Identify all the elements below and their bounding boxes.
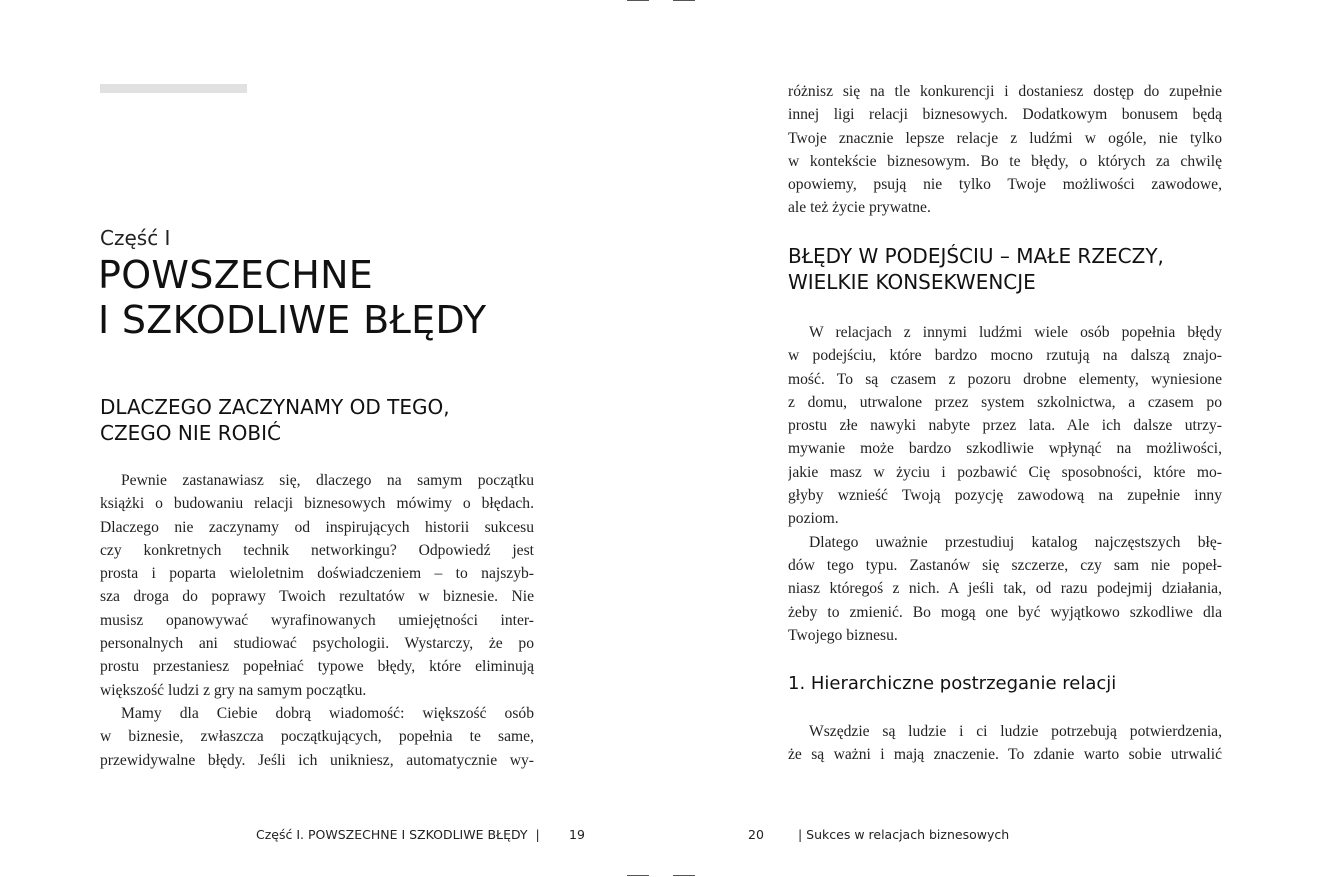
body-paragraph [788, 80, 1222, 220]
text-line: Twojego biznesu. [788, 626, 898, 644]
text-line: sza droga do poprawy Twoich rezultatów w biznesie. Nie [100, 588, 534, 606]
text-line: prostu złe nawyki nabyte przez lata. Ale ich dalsze utrzy- [788, 417, 1222, 435]
section-heading-line: WIELKIE KONSEKWENCJE [788, 270, 1036, 294]
text-line: w kontekście biznesowym. Bo te błędy, o których za chwilę [788, 152, 1222, 170]
running-head-text: Część I. POWSZECHNE I SZKODLIWE BŁĘDY [256, 827, 528, 842]
text-line: Pewnie zastanawiasz się, dlaczego na samym początku [121, 472, 534, 489]
text-line: innej ligi relacji biznesowych. Dodatkowym bonusem będą [788, 106, 1222, 124]
body-paragraph [788, 321, 1222, 647]
part-label: Część I [100, 226, 171, 250]
text-line: opowiemy, psują nie tylko Twoje możliwości zawodowe, [788, 176, 1222, 194]
page-number: 20 [748, 827, 764, 842]
text-line: z domu, utrwalone przez system szkolnictwa, a czasem po [788, 393, 1222, 411]
running-head: | Sukces w relacjach biznesowych [798, 827, 1010, 842]
page-number: 19 [569, 827, 585, 842]
text-line: żeby to zmienić. Bo mogą one być wyjątkowo szkodliwe dla [788, 603, 1222, 621]
right-page [660, 0, 1321, 877]
text-line: Mamy dla Ciebie dobrą wiadomość: większość osób [121, 704, 534, 722]
body-paragraph [100, 469, 534, 772]
text-line: personalnych ani studiować psychologii. Wystarczy, że po [100, 635, 534, 653]
section-heading-line: CZEGO NIE ROBIĆ [100, 421, 281, 445]
text-line: w podejściu, które bardzo mocno rzutują na dalszą znajo- [788, 347, 1222, 365]
section-heading-line: BŁĘDY W PODEJŚCIU – MAŁE RZECZY, [788, 244, 1164, 268]
text-line: Twoje znacznie lepsze relacje z ludźmi w ogóle, nie tylko [788, 129, 1222, 147]
left-page [0, 0, 660, 877]
section-heading [100, 394, 450, 446]
text-line: poziom. [788, 510, 839, 528]
part-title [98, 253, 618, 343]
text-line: Dlaczego nie zaczynamy od inspirujących historii sukcesu [100, 518, 534, 536]
text-line: jakie masz w życiu i pozbawić Cię sposobności, które mo- [788, 463, 1222, 481]
text-line: niasz któregoś z nich. A jeśli tak, od razu podejmij działania, [788, 580, 1222, 598]
text-line: Wszędzie są ludzie i ci ludzie potrzebują potwierdzenia, [809, 723, 1222, 740]
text-line: przewidywalne błędy. Jeśli ich unikniesz, automatycznie wy- [100, 751, 534, 769]
text-line: różnisz się na tle konkurencji i dostaniesz dostęp do zupełnie [788, 83, 1222, 100]
decorative-bar [100, 84, 247, 93]
running-head-separator: | [535, 827, 540, 842]
text-line: prostu przestaniesz popełniać typowe błędy, które eliminują [100, 658, 534, 676]
part-title-line: POWSZECHNE [98, 253, 374, 297]
text-line: musisz opanowywać wyrafinowanych umiejętności inter- [100, 611, 534, 629]
section-heading-line: DLACZEGO ZACZYNAMY OD TEGO, [100, 395, 450, 419]
text-line: ale też życie prywatne. [788, 199, 931, 217]
text-line: większość ludzi z gry na samym początku. [100, 681, 367, 699]
part-title-line: I SZKODLIWE BŁĘDY [98, 298, 487, 342]
body-paragraph [788, 720, 1222, 767]
text-line: W relacjach z innymi ludźmi wiele osób popełnia błędy [809, 324, 1222, 341]
text-line: mość. To są czasem z pozoru drobne elementy, wyniesione [788, 370, 1222, 388]
text-line: prosta i poparta wieloletnim doświadczeniem – to najszyb- [100, 565, 534, 583]
text-line: w biznesie, zwłaszcza początkujących, popełnia te same, [100, 728, 534, 746]
section-heading [788, 243, 1164, 295]
text-line: że są ważni i mają znaczenie. To zdanie warto sobie utrwalić [788, 746, 1222, 764]
text-line: czy konkretnych technik networkingu? Odpowiedź jest [100, 541, 534, 559]
text-line: książki o budowaniu relacji biznesowych mówimy o błędach. [100, 495, 534, 513]
text-line: głyby wznieść Twoją pozycję zawodową na zupełnie inny [788, 487, 1222, 505]
text-line: mywanie może bardzo szkodliwie wpłynąć na możliwości, [788, 440, 1222, 458]
subheading: 1. Hierarchiczne postrzeganie relacji [788, 673, 1117, 694]
text-line: dów tego typu. Zastanów się szczerze, czy sam nie popeł- [788, 556, 1222, 574]
running-head [256, 827, 540, 842]
text-line: Dlatego uważnie przestudiuj katalog najczęstszych błę- [809, 533, 1222, 551]
